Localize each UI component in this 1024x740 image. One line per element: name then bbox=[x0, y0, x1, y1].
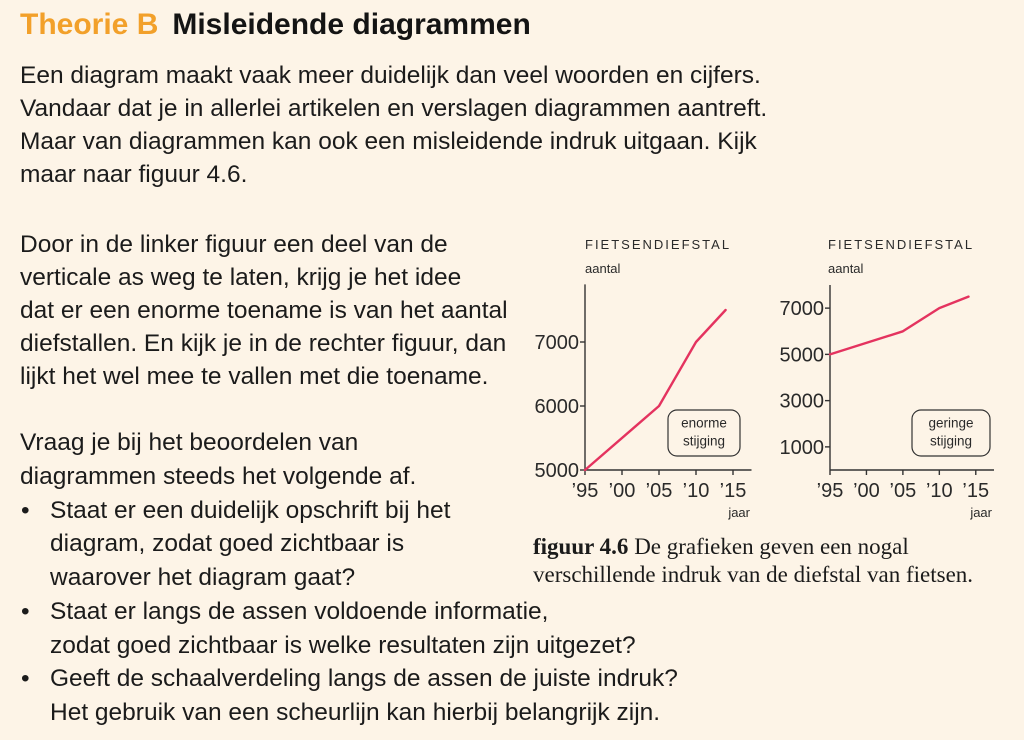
x-axis-label: jaar bbox=[728, 505, 750, 520]
annotation-text: stijging bbox=[682, 433, 726, 449]
chart-title: FIETSENDIEFSTAL bbox=[585, 237, 732, 252]
x-tick-label: ’10 bbox=[682, 480, 710, 502]
x-tick-label: ’10 bbox=[925, 480, 953, 502]
caption-line bbox=[533, 533, 973, 561]
x-tick-label: ’05 bbox=[645, 480, 673, 502]
section-heading bbox=[20, 7, 531, 43]
question-line: zodat goed zichtbaar is welke resultaten zijn uitgezet? bbox=[50, 631, 636, 659]
question-list bbox=[20, 494, 678, 730]
annotation-text: stijging bbox=[929, 433, 973, 449]
y-axis-label: aantal bbox=[828, 261, 864, 276]
questions-intro-line: diagrammen steeds het volgende af. bbox=[20, 462, 417, 490]
x-tick-label: ’95 bbox=[571, 480, 599, 502]
y-tick-label: 5000 bbox=[779, 344, 824, 367]
question-line: Geeft de schaalverdeling langs de assen de juiste indruk? bbox=[50, 665, 678, 693]
explanation-line: Door in de linker figuur een deel van de bbox=[20, 230, 448, 258]
y-axis-label: aantal bbox=[585, 261, 621, 276]
annotation-text: enorme bbox=[681, 415, 727, 431]
intro-line: Vandaar dat je in allerlei artikelen en verslagen diagrammen aantreft. bbox=[20, 95, 768, 122]
intro-line: maar naar figuur 4.6. bbox=[20, 161, 248, 188]
caption-line: verschillende indruk van de diefstal van fietsen. bbox=[533, 562, 974, 587]
x-tick-label: ’95 bbox=[816, 480, 844, 502]
intro-paragraph bbox=[20, 59, 767, 191]
x-tick-label: ’00 bbox=[608, 480, 636, 502]
question-item bbox=[20, 662, 678, 730]
figure-4-6-charts bbox=[520, 225, 1020, 525]
question-item bbox=[20, 595, 678, 663]
x-tick-label: ’15 bbox=[962, 480, 990, 502]
question-line: waarover het diagram gaat? bbox=[50, 564, 356, 591]
explanation-line: lijkt het wel mee te vallen met die toename. bbox=[20, 362, 489, 390]
y-tick-label: 5000 bbox=[534, 460, 579, 482]
chart-title: FIETSENDIEFSTAL bbox=[828, 237, 975, 252]
bullet-marker: • bbox=[21, 496, 30, 524]
explanation-line: verticale as weg te laten, krijg je het idee bbox=[20, 263, 462, 291]
y-tick-label: 7000 bbox=[534, 332, 579, 354]
caption-text: De grafieken geven een nogal bbox=[628, 534, 909, 559]
question-line: Staat er langs de assen voldoende informatie, bbox=[50, 597, 549, 625]
explanation-line: diefstallen. En kijk je in de rechter figuur, dan bbox=[20, 329, 507, 357]
x-tick-label: ’00 bbox=[853, 480, 880, 502]
section-label: Theorie B bbox=[20, 8, 159, 41]
figure-caption bbox=[533, 533, 973, 589]
y-tick-label: 3000 bbox=[779, 390, 824, 413]
x-tick-label: ’05 bbox=[889, 480, 917, 502]
x-tick-label: ’15 bbox=[719, 480, 747, 502]
y-tick-label: 1000 bbox=[779, 436, 824, 459]
question-line: Het gebruik van een scheurlijn kan hierbij belangrijk zijn. bbox=[50, 699, 661, 726]
bullet-marker: • bbox=[21, 665, 30, 693]
question-line: Staat er een duidelijk opschrift bij het bbox=[50, 496, 451, 524]
annotation-text: geringe bbox=[928, 415, 974, 431]
y-tick-label: 7000 bbox=[779, 298, 824, 321]
y-tick-label: 6000 bbox=[534, 396, 579, 418]
explanation-line: dat er een enorme toename is van het aantal bbox=[20, 296, 508, 324]
bullet-marker: • bbox=[21, 597, 30, 625]
intro-line: Maar van diagrammen kan ook een misleidende indruk uitgaan. Kijk bbox=[20, 128, 757, 155]
intro-line: Een diagram maakt vaak meer duidelijk dan veel woorden en cijfers. bbox=[20, 62, 761, 89]
question-line: diagram, zodat goed zichtbaar is bbox=[50, 530, 405, 558]
x-axis-label: jaar bbox=[970, 505, 992, 520]
section-title: Misleidende diagrammen bbox=[172, 8, 531, 41]
chart-right bbox=[780, 237, 995, 520]
explanation-paragraph bbox=[20, 228, 508, 393]
chart-left bbox=[535, 237, 752, 520]
questions-intro-line: Vraag je bij het beoordelen van bbox=[20, 429, 359, 456]
caption-label: figuur 4.6 bbox=[533, 534, 629, 559]
series-line bbox=[830, 297, 969, 355]
